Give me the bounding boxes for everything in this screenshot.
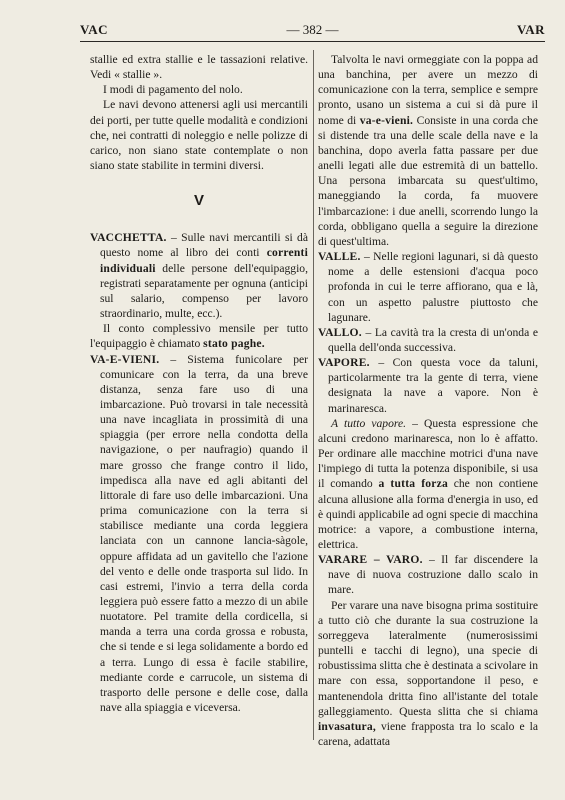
- entry-text: Per varare una nave bisogna prima sostituire a tutto ciò che durante la sua costruzione la sorreggeva lateralmente (numerosissimi puntelli e tacchi di legno), una specie di robustissima slitta che è destinata a scivolare in mare con essa, sopportandone il peso, e mantenendola dritta fino all'istante del totale galleggiamento. Questa slitta che si chiama: [318, 598, 538, 718]
- entry-vallo: [318, 325, 538, 355]
- entry-term: VACCHETTA.: [90, 231, 167, 245]
- entry-text: – Il far discendere la nave di nuova costruzione dallo scalo in mare.: [328, 553, 538, 597]
- entry-text: Il conto complessivo mensile per tutto l'equipaggio è chiamato: [90, 322, 308, 351]
- entry-va-e-vieni: [90, 352, 308, 716]
- entry-bold-phrase: invasatura,: [318, 719, 376, 733]
- page-number: — 382 —: [286, 22, 339, 37]
- entry-text: – Con questa voce da taluni, particolarmente tra la gente di terra, viene designata la nave a vapore. Non è marinaresca.: [328, 356, 538, 415]
- header-guide-word-right: VAR: [517, 22, 545, 37]
- entry-vapore: [318, 355, 538, 416]
- entry-text: – Questa espressione che alcuni credono marinaresca, non lo è affatto. Per ordinare alle macchine motrici d'una nave l'impiego di tutta la potenza disponibile, si usa il comando: [318, 416, 538, 491]
- paragraph-va-e-vieni-2: [318, 52, 538, 249]
- left-column: [90, 52, 308, 715]
- entry-valle: [318, 249, 538, 325]
- entry-term: VARARE – VARO.: [318, 553, 423, 567]
- entry-text: Talvolta le navi ormeggiate con la poppa ad una banchina, per avere un mezzo di comunicazione con la terra, semplice e sempre pronto, usano un sistema a cui si dà pure il nome di: [318, 53, 538, 127]
- entry-vacchetta: [90, 230, 308, 321]
- entry-bold-phrase: a tutta forza: [378, 477, 448, 491]
- entry-text: – La cavità tra la cresta di un'onda e quella dell'onda successiva.: [328, 325, 538, 354]
- right-column: [318, 52, 538, 749]
- entry-term: VALLE.: [318, 250, 361, 264]
- entry-text: – Sistema funicolare per comunicare con la terra, da una breve distanza, senza fare uso di una imbarcazione. Può trovarsi in tale necessità una nave incagliata in prossimità di una spiaggia (per errore nella condotta della navigazione, o per naufragio) quando il mare grosso che frange contro il lido, impedisca alla nave ed agli abitanti del littorale di fare uso delle imbarcazioni. Una prima comunicazione con la terra si stabilisce mediante una corda leggiera lanciata con un cannone lancia-sàgole, oppure affidata ad un gavitello che l'azione del vento e delle onde trasporta sul lido. In casi estremi, l'invio a terra della corda leggiera può essere fatto a mezzo di un abile nuotatore. Pel tramite della cordicella, si manda a terra una corda grossa e robusta, che si tende e si lega solidamente a bordo ed a terra. Lungo di essa è facile stabilire, mediante corde e carrucole, un sistema di trasporto delle persone e delle cose, dalla nave alla spiaggia e viceversa.: [100, 352, 308, 715]
- header-rule: [80, 41, 545, 42]
- paragraph-a-tutto-vapore: [318, 416, 538, 552]
- entry-term: VA-E-VIENI.: [90, 352, 160, 366]
- section-letter: V: [193, 192, 204, 210]
- entry-term: VAPORE.: [318, 356, 370, 370]
- entry-text: – Sulle navi mercantili si dà questo nome al libro dei conti: [100, 231, 308, 260]
- paragraph-stallie: stallie ed extra stallie e le tassazioni relative. Vedi « stallie ».: [90, 53, 308, 82]
- page-header: [80, 22, 545, 38]
- paragraph-nolo: I modi di pagamento del nolo.: [103, 83, 243, 97]
- entry-text: delle persone dell'equipaggio, registrati separatamente per ognuna (anticipi sul salario, compenso per lavoro straordinario, multe, ecc.).: [100, 261, 308, 321]
- paragraph-varare-2: [318, 598, 538, 750]
- paragraph-vacchetta-2: [90, 321, 308, 351]
- entry-bold-phrase: stato paghe.: [203, 337, 265, 351]
- entry-bold-phrase: correnti individuali: [100, 246, 308, 275]
- entry-text: viene frapposta tra lo scalo e la carena, adattata: [318, 719, 538, 749]
- entry-text: Consiste in una corda che si distende tra una delle scale della nave e la banchina, dopo averla fatta passare per due anelli legati alle due estremità di un battello. Una persona imbarcata su quest'ultimo, maneggiando la corda, fa muovere l'imbarcazione: i due anelli, scorrendo lungo la corda, obbligano quella a seguire la direzione di quest'ultima.: [318, 113, 538, 248]
- entry-text: – Nelle regioni lagunari, si dà questo nome a delle estensioni d'acqua poco profonda in cui le terre affiorano, qua e là, con un aspetto palustre piuttosto che lagunare.: [328, 250, 538, 324]
- paragraph-usi-mercantili: Le navi devono attenersi agli usi mercantili dei porti, per tutte quelle modalità e condizioni che, nei contratti di noleggio e nelle polizze di carico, non siano state contemplate o non siano state stabilite in termini diversi.: [90, 98, 308, 173]
- entry-text: che non contiene alcuna allusione alla forma d'energia in uso, ed è quindi applicabile ad ogni specie di macchina motrice: a vapore, a combustione interna, elettrica.: [318, 477, 538, 551]
- entry-varare-varo: [318, 552, 538, 597]
- entry-term: VALLO.: [318, 325, 362, 339]
- entry-bold-phrase: va-e-vieni.: [359, 113, 414, 127]
- column-divider: [313, 50, 314, 740]
- header-guide-word-left: VAC: [80, 22, 108, 37]
- entry-italic-phrase: A tutto vapore.: [331, 416, 407, 430]
